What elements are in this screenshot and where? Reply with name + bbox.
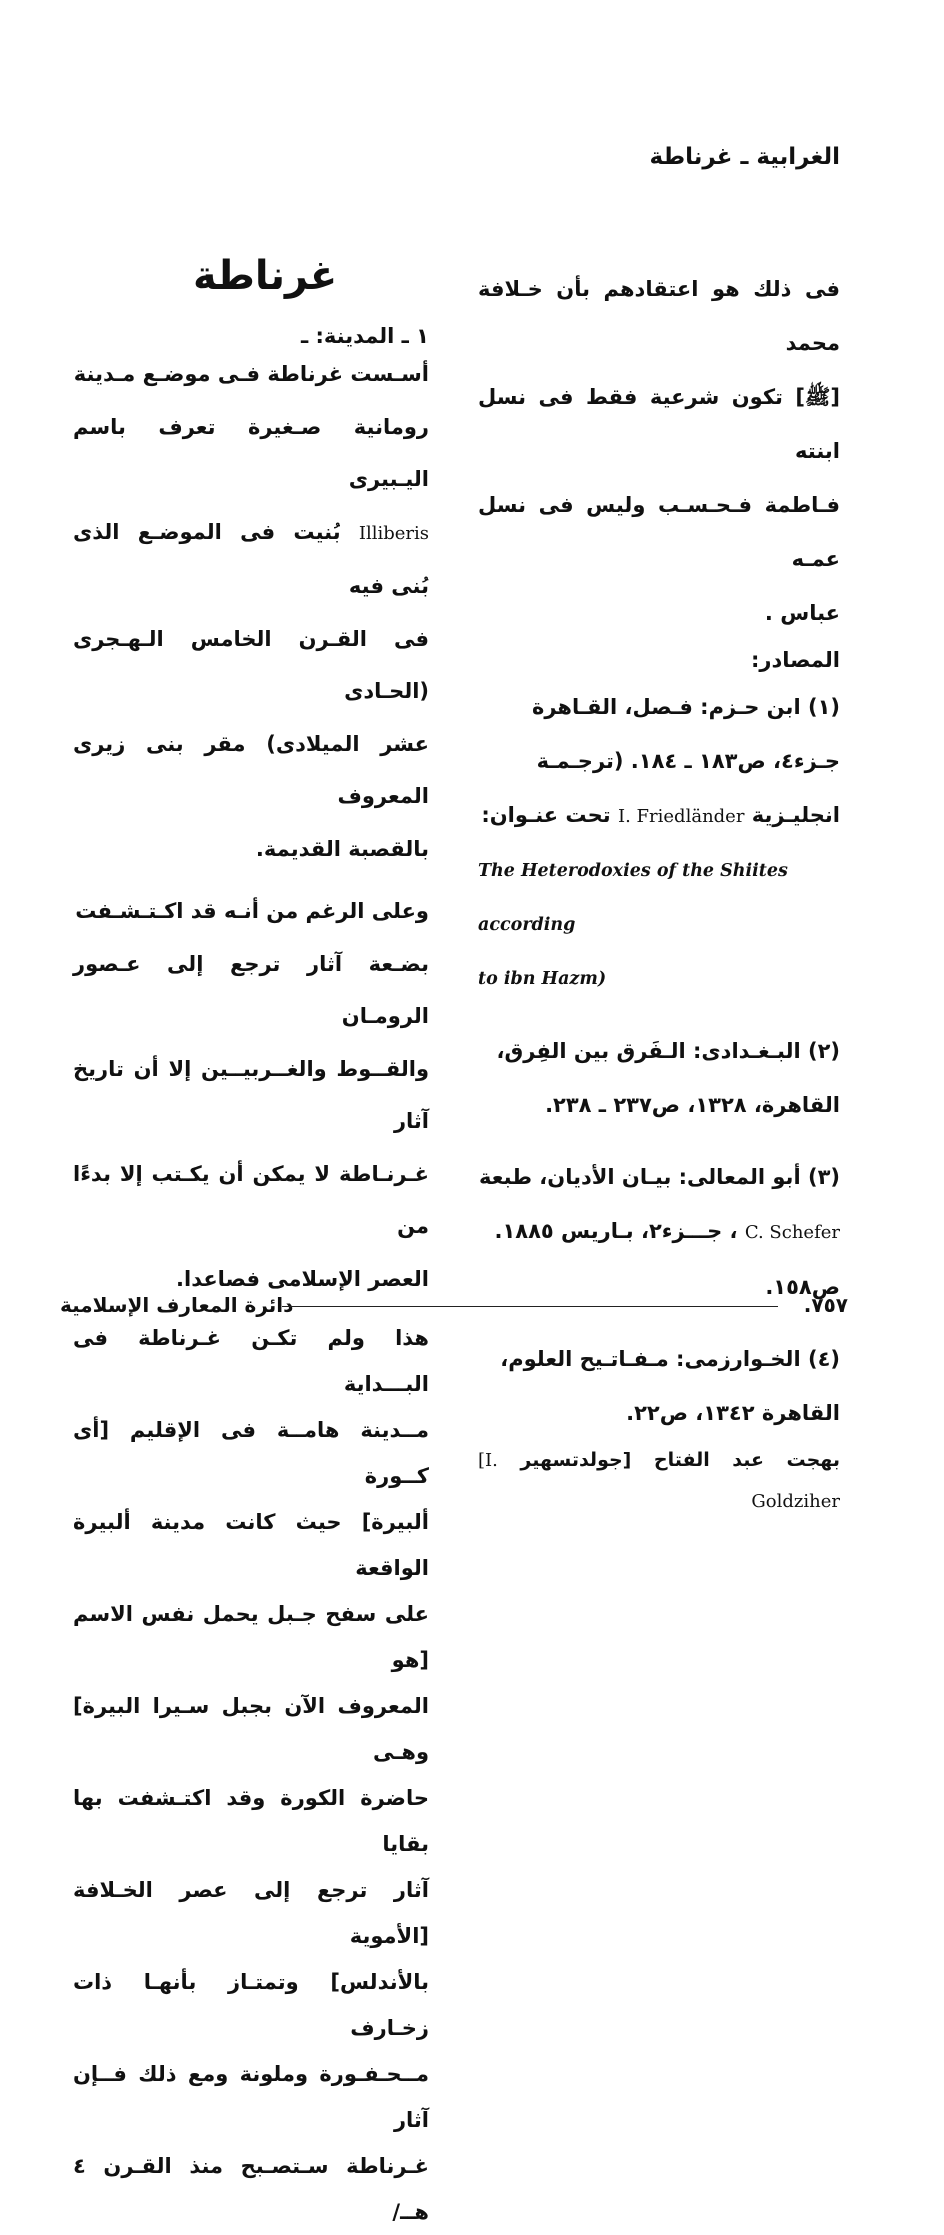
- text-line: فى ذلك هو اعتقادهم بأن خـلافة محمد: [478, 277, 840, 355]
- text-line: [73, 506, 429, 613]
- book-title-line: to ibn Hazm): [478, 969, 607, 989]
- text-line: [ﷺ] تكون شرعية فقط فى نسل ابنته: [478, 385, 840, 463]
- text-line: (٢) البـغـدادى: الـفَرق بين الفِرق،: [496, 1039, 840, 1063]
- text-fragment: تحت عنـوان:: [481, 803, 611, 827]
- text-line: القاهرة، ١٣٢٨، ص٢٣٧ ـ ٢٣٨.: [545, 1093, 840, 1117]
- signature-arabic: بهجت عبد الفتاح [جولدتسهير: [520, 1449, 840, 1471]
- text-line: عباس .: [764, 601, 840, 625]
- text-line: (٣) أبو المعالى: بيـان الأديان، طبعة: [479, 1165, 840, 1189]
- source-entry-4: [478, 1332, 840, 1440]
- text-line: [478, 788, 840, 844]
- text-fragment: انجليـزية: [751, 803, 840, 827]
- book-title-line: The Heterodoxies of the Shiites according: [478, 861, 788, 935]
- paragraph-3: [73, 1315, 429, 2235]
- text-line: بضـعة آثار ترجع إلى عـصور الرومـان: [73, 951, 429, 1028]
- text-line: (٤) الخـوارزمى: مـفـاتـيح العلوم،: [500, 1347, 840, 1371]
- text-line: فـاطمة فـحـسـب وليس فى نسل عمـه: [478, 493, 840, 571]
- page-number: ٧٥٧.: [803, 1293, 848, 1317]
- signature-latin: [I. Goldziher: [478, 1450, 840, 1512]
- footer-divider: [282, 1306, 778, 1307]
- text-fragment: ، جـــزء٢، بـاريس ١٨٨٥.: [494, 1219, 738, 1243]
- text-line: فى القـرن الخامس الـهـجرى (الحـادى: [73, 626, 429, 703]
- text-line: [478, 1204, 840, 1260]
- text-line: غـرنـاطة لا يمكن أن يكـتب إلا بدءًا من: [73, 1161, 429, 1238]
- text-line: ألبيرة] حيث كانت مدينة ألبيرة الواقعة: [73, 1510, 429, 1580]
- encyclopedia-name: دائرة المعارف الإسلامية: [60, 1293, 294, 1317]
- place-name-latin: Illiberis: [358, 522, 430, 544]
- text-line: بالأندلس] وتمتـاز بأنهـا ذات زخـارف: [73, 1970, 429, 2040]
- text-fragment: بُنيت فى الموضـع الذى بُنى فيه: [73, 519, 429, 598]
- running-header: الغرابية ـ غرناطة: [649, 144, 840, 170]
- text-line: مــحـفـورة وملونة ومع ذلك فــإن آثار: [73, 2062, 429, 2132]
- source-entry-1: [478, 680, 840, 1006]
- text-line: آثار ترجع إلى عصر الخـلافة [الأموية: [73, 1878, 429, 1948]
- text-line: المعروف الآن بجبل سـيرا البيرة] وهـى: [73, 1694, 429, 1764]
- text-line: حاضرة الكورة وقد اكتـشفت بها بقايا: [73, 1786, 429, 1856]
- paragraph-1: [73, 348, 429, 875]
- text-line: أسـست غرناطة فـى موضـع مـدينة: [73, 362, 429, 386]
- text-line: بالقصبة القديمة.: [255, 836, 429, 861]
- author-name-latin: I. Friedländer: [618, 806, 745, 827]
- right-column: [478, 262, 840, 1522]
- article-title: غرناطة: [193, 253, 338, 299]
- sources-heading: المصادر:: [750, 648, 840, 672]
- text-line: غـرناطة سـتصـبح منذ القـرن ٤ هــ/: [73, 2154, 429, 2224]
- text-line: هذا ولم تكـن غـرناطة فى البـــداية: [73, 1326, 429, 1396]
- section-heading: ١ ـ المدينة: ـ: [301, 324, 429, 348]
- page-footer: [60, 1293, 848, 1323]
- text-line: جـزء٤، ص١٨٣ ـ ١٨٤. (ترجـمـة: [536, 749, 840, 773]
- text-line: على سفح جـبل يحمل نفس الاسم [هو: [73, 1602, 429, 1672]
- text-line: عشر الميلادى) مقر بنى زيرى المعروف: [73, 731, 429, 808]
- source-entry-3: [478, 1150, 840, 1314]
- text-line: ص١٥٨.: [765, 1275, 840, 1299]
- text-line: القاهرة ١٣٤٢، ص٢٢.: [626, 1401, 840, 1425]
- text-line: (١) ابن حـزم: فـصل، القـاهرة: [531, 695, 840, 719]
- text-line: والقــوط والغــربيــين إلا أن تاريخ آثار: [73, 1056, 429, 1133]
- left-column: [73, 248, 429, 2235]
- text-line: وعلى الرغم من أنـه قد اكـتـشـفت: [75, 899, 429, 923]
- author-name-latin: C. Schefer: [744, 1222, 840, 1243]
- text-line: العصر الإسلامى فصاعدا.: [176, 1266, 429, 1291]
- paragraph-2: [73, 885, 429, 1305]
- author-signature: [478, 1440, 840, 1522]
- text-line: رومانية صـغيرة تعرف باسم اليـبيرى: [73, 414, 429, 491]
- text-line: مــدينة هامــة فى الإقليم [أى كــورة: [73, 1418, 429, 1488]
- source-entry-2: [478, 1024, 840, 1132]
